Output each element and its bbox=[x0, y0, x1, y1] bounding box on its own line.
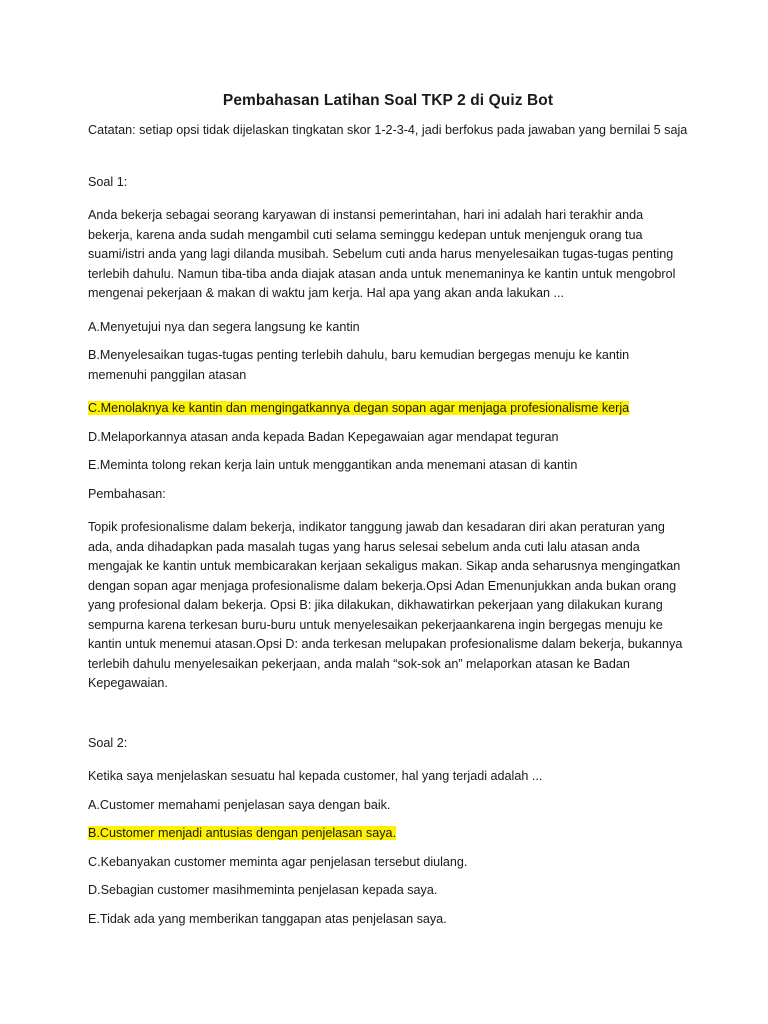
section-spacer bbox=[88, 708, 688, 734]
document-title: Pembahasan Latihan Soal TKP 2 di Quiz Bot bbox=[222, 92, 554, 109]
soal-2-label: Soal 2: bbox=[88, 735, 128, 750]
soal-2-option-b-highlighted: B.Customer menjadi antusias dengan penjelasan saya. bbox=[88, 826, 397, 840]
soal-2-option-a: A.Customer memahami penjelasan saya dengan baik. bbox=[88, 797, 391, 812]
soal-1-question: Anda bekerja sebagai seorang karyawan di instansi pemerintahan, hari ini adalah hari terakhir anda bekerja, karena anda sudah mengambil cuti selama seminggu kedepan untuk menjenguk orang tua suami/istri anda yang lagi dilanda musibah. Sebelum cuti anda harus menyelesaikan tugas-tugas penting terlebih dahulu. Namun tiba-tiba anda diajak atasan anda untuk menemaninya ke kantin untuk mengobrol mengenai pekerjaan & makan di waktu jam kerja. Hal apa yang akan anda lakukan ... bbox=[88, 208, 676, 300]
soal-2-question: Ketika saya menjelaskan sesuatu hal kepada customer, hal yang terjadi adalah ... bbox=[88, 769, 543, 783]
soal-1-option-a: A.Menyetujui nya dan segera langsung ke kantin bbox=[88, 319, 360, 334]
soal-2-option-e: E.Tidak ada yang memberikan tanggapan atas penjelasan saya. bbox=[88, 911, 447, 926]
soal-1-discussion: Topik profesionalisme dalam bekerja, indikator tanggung jawab dan kesadaran diri akan peraturan yang ada, anda dihadapkan pada masalah tugas yang harus selesai sebelum anda cuti lalu atasan anda mengajak ke kantin untuk membicarakan kerjaan sekaligus makan. Sikap anda seharusnya mengingatkan dengan sopan agar menjaga profesionalisme dalam bekerja.Opsi Adan Emenunjukkan anda bukan orang yang profesional dalam bekerja. Opsi B: jika dilakukan, dikhawatirkan pekerjaan yang dilakukan kurang sempurna karena terkesan buru-buru untuk menyelesaikan pekerjaankarena ingin bergegas menuju ke kantin untuk menemui atasan.Opsi D: anda terkesan melupakan profesionalisme dalam bekerja, bukannya terlebih dahulu menyelesaikan pekerjaan, anda malah “sok-sok an” melaporkan atasan ke Badan Kepegawaian. bbox=[88, 520, 683, 690]
soal-1-option-b: B.Menyelesaikan tugas-tugas penting terlebih dahulu, baru kemudian bergegas menuju ke kantin memenuhi panggilan atasan bbox=[88, 348, 630, 382]
soal-1-discussion-label: Pembahasan: bbox=[88, 486, 166, 501]
soal-1-option-c-highlighted: C.Menolaknya ke kantin dan mengingatkannya degan sopan agar menjaga profesionalisme kerja bbox=[88, 401, 630, 415]
note-paragraph: Catatan: setiap opsi tidak dijelaskan tingkatan skor 1-2-3-4, jadi berfokus pada jawaban yang bernilai 5 saja bbox=[88, 123, 688, 137]
soal-1-option-e: E.Meminta tolong rekan kerja lain untuk menggantikan anda menemani atasan di kantin bbox=[88, 458, 578, 472]
soal-1-label: Soal 1: bbox=[88, 174, 128, 189]
soal-1-option-d: D.Melaporkannya atasan anda kepada Badan Kepegawaian agar mendapat teguran bbox=[88, 429, 559, 444]
soal-2-option-d: D.Sebagian customer masihmeminta penjelasan kepada saya. bbox=[88, 883, 438, 897]
soal-2-option-c: C.Kebanyakan customer meminta agar penjelasan tersebut diulang. bbox=[88, 854, 468, 869]
document-content bbox=[88, 92, 688, 938]
